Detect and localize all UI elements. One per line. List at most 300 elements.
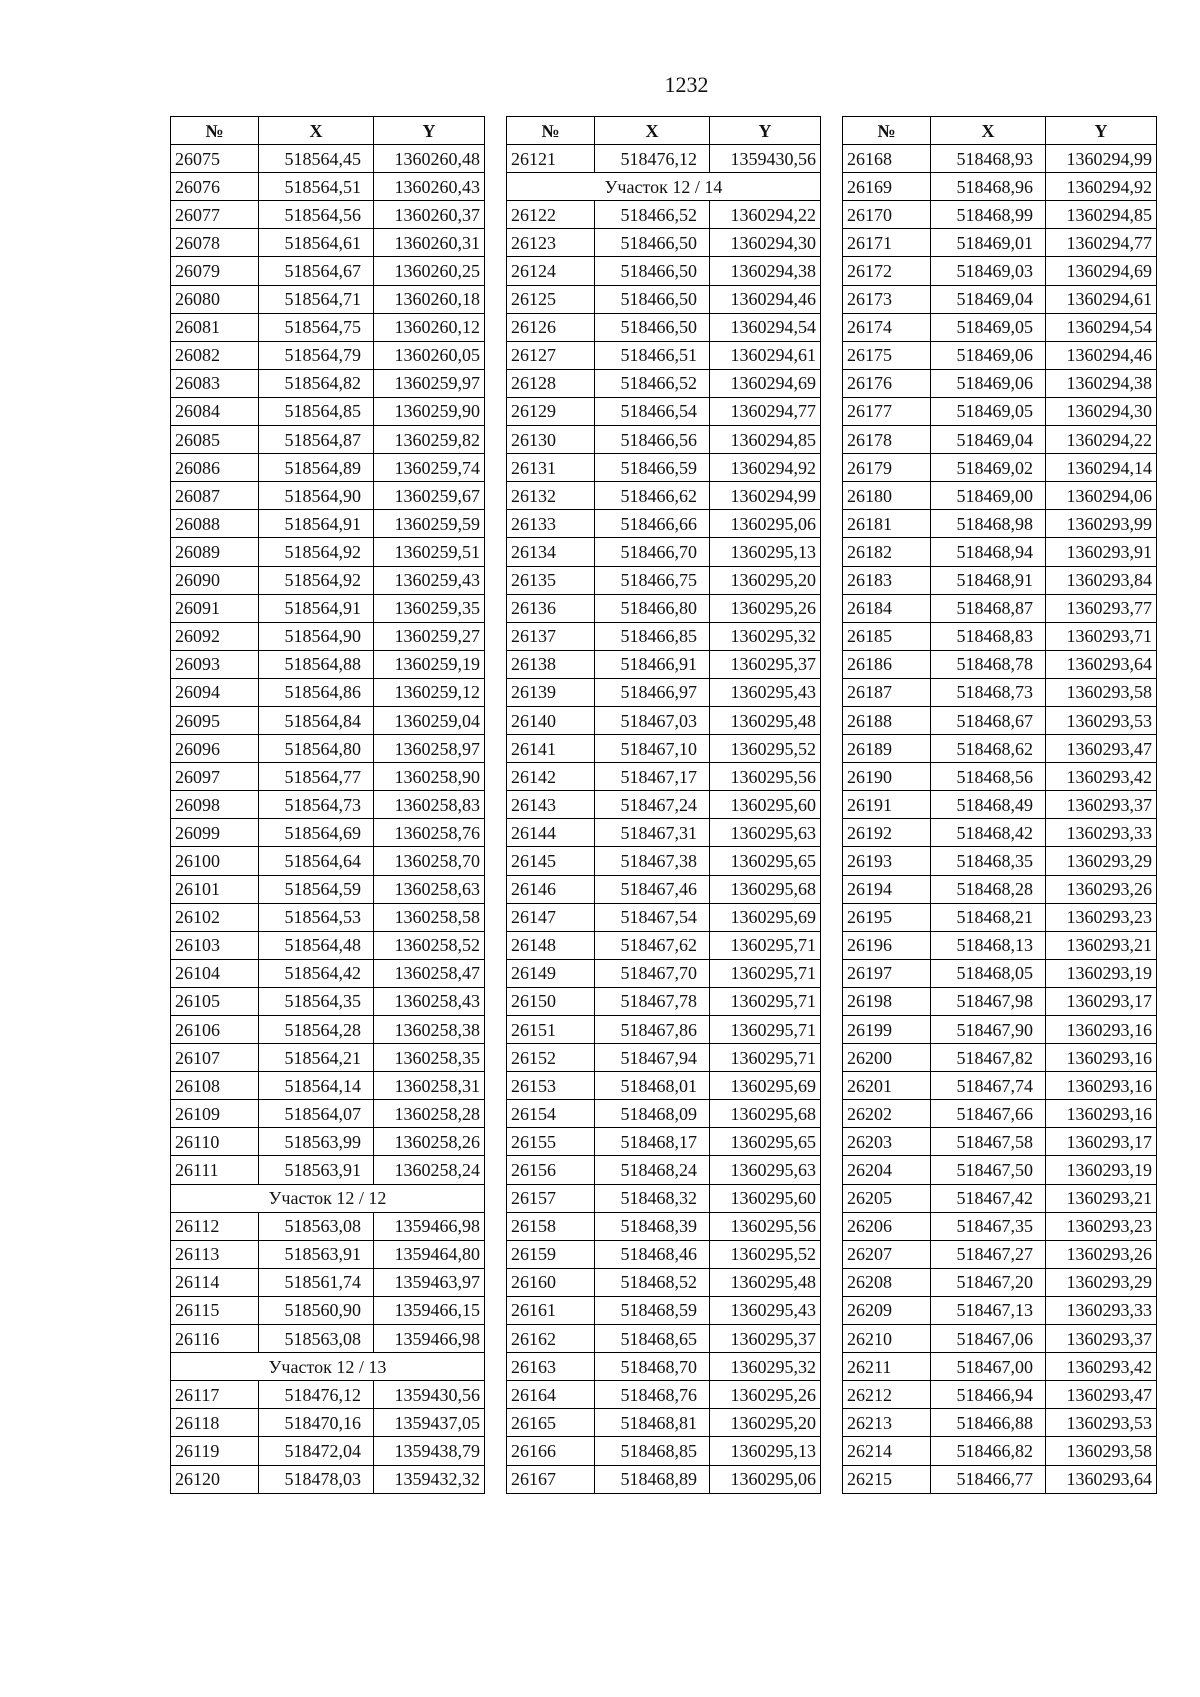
point-number: 26136 [507, 594, 595, 622]
point-number: 26187 [843, 678, 931, 706]
y-coordinate: 1359464,80 [374, 1240, 485, 1268]
point-number: 26096 [171, 735, 259, 763]
x-coordinate: 518469,01 [931, 229, 1046, 257]
table-row [171, 1381, 485, 1409]
table-row [507, 1072, 821, 1100]
x-coordinate: 518467,20 [931, 1268, 1046, 1296]
y-coordinate: 1360258,63 [374, 875, 485, 903]
point-number: 26168 [843, 145, 931, 173]
x-coordinate: 518472,04 [259, 1437, 374, 1465]
point-number: 26184 [843, 594, 931, 622]
point-number: 26170 [843, 201, 931, 229]
y-coordinate: 1360293,64 [1046, 1465, 1157, 1493]
x-coordinate: 518468,32 [595, 1184, 710, 1212]
point-number: 26156 [507, 1156, 595, 1184]
y-coordinate: 1360293,42 [1046, 1353, 1157, 1381]
table-row [171, 1212, 485, 1240]
x-coordinate: 518466,50 [595, 229, 710, 257]
y-coordinate: 1360295,69 [710, 1072, 821, 1100]
table-row [171, 566, 485, 594]
x-coordinate: 518466,52 [595, 201, 710, 229]
x-coordinate: 518468,70 [595, 1353, 710, 1381]
table-row [843, 341, 1157, 369]
table-row [843, 1156, 1157, 1184]
x-coordinate: 518467,78 [595, 987, 710, 1015]
y-coordinate: 1360293,33 [1046, 819, 1157, 847]
y-coordinate: 1360295,06 [710, 510, 821, 538]
table-row [507, 847, 821, 875]
table-row [171, 1240, 485, 1268]
point-number: 26177 [843, 397, 931, 425]
table-row [843, 678, 1157, 706]
x-coordinate: 518564,84 [259, 706, 374, 734]
y-coordinate: 1360293,16 [1046, 1072, 1157, 1100]
table-row [507, 1409, 821, 1437]
table-row [843, 987, 1157, 1015]
point-number: 26116 [171, 1325, 259, 1353]
x-coordinate: 518466,77 [931, 1465, 1046, 1493]
table-row [507, 959, 821, 987]
point-number: 26110 [171, 1128, 259, 1156]
y-coordinate: 1360258,26 [374, 1128, 485, 1156]
y-coordinate: 1360259,59 [374, 510, 485, 538]
table-row [171, 959, 485, 987]
point-number: 26210 [843, 1325, 931, 1353]
point-number: 26122 [507, 201, 595, 229]
y-coordinate: 1360295,71 [710, 987, 821, 1015]
x-coordinate: 518468,78 [931, 650, 1046, 678]
x-coordinate: 518469,05 [931, 313, 1046, 341]
page-number: 1232 [664, 72, 709, 97]
y-coordinate: 1360294,22 [1046, 426, 1157, 454]
table-row [843, 1044, 1157, 1072]
point-number: 26139 [507, 678, 595, 706]
point-number: 26148 [507, 931, 595, 959]
x-coordinate: 518564,64 [259, 847, 374, 875]
table-row [507, 1325, 821, 1353]
x-coordinate: 518467,35 [931, 1212, 1046, 1240]
x-coordinate: 518564,59 [259, 875, 374, 903]
x-coordinate: 518467,13 [931, 1296, 1046, 1324]
table-row [171, 229, 485, 257]
y-coordinate: 1360258,31 [374, 1072, 485, 1100]
point-number: 26076 [171, 173, 259, 201]
y-coordinate: 1360295,71 [710, 931, 821, 959]
point-number: 26093 [171, 650, 259, 678]
point-number: 26084 [171, 397, 259, 425]
table-row [171, 510, 485, 538]
y-coordinate: 1360294,06 [1046, 482, 1157, 510]
point-number: 26104 [171, 959, 259, 987]
x-coordinate: 518468,94 [931, 538, 1046, 566]
y-coordinate: 1360295,37 [710, 650, 821, 678]
point-number: 26082 [171, 341, 259, 369]
point-number: 26092 [171, 622, 259, 650]
table-row [507, 1184, 821, 1212]
point-number: 26108 [171, 1072, 259, 1100]
y-coordinate: 1360295,60 [710, 791, 821, 819]
x-coordinate: 518466,59 [595, 454, 710, 482]
point-number: 26160 [507, 1268, 595, 1296]
y-coordinate: 1360260,43 [374, 173, 485, 201]
point-number: 26159 [507, 1240, 595, 1268]
table-row [843, 201, 1157, 229]
table-row [171, 1296, 485, 1324]
x-coordinate: 518468,85 [595, 1437, 710, 1465]
table-row [507, 1437, 821, 1465]
table-row [507, 285, 821, 313]
x-coordinate: 518467,70 [595, 959, 710, 987]
y-coordinate: 1360293,16 [1046, 1044, 1157, 1072]
x-coordinate: 518468,28 [931, 875, 1046, 903]
x-coordinate: 518563,99 [259, 1128, 374, 1156]
section-label: Участок 12 / 14 [507, 173, 821, 201]
table-row [843, 313, 1157, 341]
y-coordinate: 1360293,26 [1046, 875, 1157, 903]
x-coordinate: 518564,53 [259, 903, 374, 931]
x-coordinate: 518469,04 [931, 285, 1046, 313]
x-coordinate: 518469,00 [931, 482, 1046, 510]
x-coordinate: 518564,86 [259, 678, 374, 706]
x-coordinate: 518468,87 [931, 594, 1046, 622]
x-coordinate: 518564,87 [259, 426, 374, 454]
point-number: 26165 [507, 1409, 595, 1437]
point-number: 26112 [171, 1212, 259, 1240]
point-number: 26115 [171, 1296, 259, 1324]
x-coordinate: 518561,74 [259, 1268, 374, 1296]
table-header-row [507, 117, 821, 145]
y-coordinate: 1360294,30 [710, 229, 821, 257]
x-coordinate: 518467,90 [931, 1016, 1046, 1044]
table-row [843, 735, 1157, 763]
table-row [843, 482, 1157, 510]
point-number: 26130 [507, 426, 595, 454]
y-coordinate: 1360258,28 [374, 1100, 485, 1128]
table-row [171, 145, 485, 173]
table-row [843, 650, 1157, 678]
y-coordinate: 1360295,71 [710, 1044, 821, 1072]
y-coordinate: 1360295,26 [710, 594, 821, 622]
x-coordinate: 518560,90 [259, 1296, 374, 1324]
point-number: 26129 [507, 397, 595, 425]
point-number: 26142 [507, 763, 595, 791]
point-number: 26200 [843, 1044, 931, 1072]
table-row [507, 538, 821, 566]
y-coordinate: 1360293,19 [1046, 959, 1157, 987]
y-coordinate: 1359466,15 [374, 1296, 485, 1324]
x-coordinate: 518466,52 [595, 369, 710, 397]
point-number: 26103 [171, 931, 259, 959]
point-number: 26158 [507, 1212, 595, 1240]
y-coordinate: 1360259,90 [374, 397, 485, 425]
point-number: 26144 [507, 819, 595, 847]
table-row [843, 622, 1157, 650]
table-row [171, 1156, 485, 1184]
x-coordinate: 518468,76 [595, 1381, 710, 1409]
header-y: Y [1046, 117, 1157, 145]
x-coordinate: 518467,46 [595, 875, 710, 903]
x-coordinate: 518564,90 [259, 622, 374, 650]
x-coordinate: 518468,81 [595, 1409, 710, 1437]
y-coordinate: 1360294,69 [710, 369, 821, 397]
table-row [171, 1465, 485, 1493]
table-row [171, 1044, 485, 1072]
point-number: 26202 [843, 1100, 931, 1128]
coordinate-tables [170, 116, 1157, 1494]
y-coordinate: 1360293,91 [1046, 538, 1157, 566]
point-number: 26100 [171, 847, 259, 875]
point-number: 26183 [843, 566, 931, 594]
x-coordinate: 518564,79 [259, 341, 374, 369]
section-row [507, 173, 821, 201]
coordinate-table-2 [506, 116, 821, 1494]
x-coordinate: 518468,91 [931, 566, 1046, 594]
table-row [171, 819, 485, 847]
point-number: 26106 [171, 1016, 259, 1044]
point-number: 26095 [171, 706, 259, 734]
table-row [843, 510, 1157, 538]
table-row [171, 735, 485, 763]
table-row [843, 959, 1157, 987]
table-row [171, 1325, 485, 1353]
point-number: 26099 [171, 819, 259, 847]
y-coordinate: 1360295,71 [710, 959, 821, 987]
y-coordinate: 1360295,13 [710, 538, 821, 566]
table-row [507, 482, 821, 510]
x-coordinate: 518468,49 [931, 791, 1046, 819]
point-number: 26146 [507, 875, 595, 903]
table-row [843, 1465, 1157, 1493]
y-coordinate: 1359437,05 [374, 1409, 485, 1437]
point-number: 26134 [507, 538, 595, 566]
y-coordinate: 1360259,82 [374, 426, 485, 454]
y-coordinate: 1360295,13 [710, 1437, 821, 1465]
table-row [843, 1016, 1157, 1044]
y-coordinate: 1360294,69 [1046, 257, 1157, 285]
point-number: 26214 [843, 1437, 931, 1465]
x-coordinate: 518468,73 [931, 678, 1046, 706]
x-coordinate: 518564,61 [259, 229, 374, 257]
x-coordinate: 518467,66 [931, 1100, 1046, 1128]
point-number: 26189 [843, 735, 931, 763]
y-coordinate: 1360260,18 [374, 285, 485, 313]
table-row [507, 201, 821, 229]
table-row [507, 1128, 821, 1156]
point-number: 26191 [843, 791, 931, 819]
x-coordinate: 518564,80 [259, 735, 374, 763]
x-coordinate: 518563,91 [259, 1156, 374, 1184]
coordinate-table-3 [842, 116, 1157, 1494]
y-coordinate: 1360294,46 [1046, 341, 1157, 369]
y-coordinate: 1360295,20 [710, 1409, 821, 1437]
y-coordinate: 1360258,38 [374, 1016, 485, 1044]
point-number: 26155 [507, 1128, 595, 1156]
x-coordinate: 518466,82 [931, 1437, 1046, 1465]
table-row [171, 791, 485, 819]
x-coordinate: 518466,66 [595, 510, 710, 538]
table-row [843, 1437, 1157, 1465]
point-number: 26190 [843, 763, 931, 791]
x-coordinate: 518466,85 [595, 622, 710, 650]
table-row [843, 1072, 1157, 1100]
y-coordinate: 1360293,84 [1046, 566, 1157, 594]
point-number: 26131 [507, 454, 595, 482]
point-number: 26207 [843, 1240, 931, 1268]
table-row [843, 594, 1157, 622]
y-coordinate: 1360295,52 [710, 735, 821, 763]
x-coordinate: 518467,50 [931, 1156, 1046, 1184]
table-row [171, 285, 485, 313]
y-coordinate: 1360259,19 [374, 650, 485, 678]
table-row [171, 341, 485, 369]
y-coordinate: 1360295,56 [710, 763, 821, 791]
y-coordinate: 1360294,85 [710, 426, 821, 454]
point-number: 26152 [507, 1044, 595, 1072]
y-coordinate: 1360258,76 [374, 819, 485, 847]
x-coordinate: 518466,75 [595, 566, 710, 594]
y-coordinate: 1360294,85 [1046, 201, 1157, 229]
y-coordinate: 1360293,37 [1046, 1325, 1157, 1353]
y-coordinate: 1360295,32 [710, 1353, 821, 1381]
y-coordinate: 1360295,43 [710, 1296, 821, 1324]
table-row [843, 454, 1157, 482]
point-number: 26204 [843, 1156, 931, 1184]
x-coordinate: 518468,42 [931, 819, 1046, 847]
x-coordinate: 518467,86 [595, 1016, 710, 1044]
y-coordinate: 1360258,58 [374, 903, 485, 931]
table-row [507, 566, 821, 594]
table-row [843, 763, 1157, 791]
x-coordinate: 518467,17 [595, 763, 710, 791]
x-coordinate: 518467,03 [595, 706, 710, 734]
point-number: 26081 [171, 313, 259, 341]
point-number: 26164 [507, 1381, 595, 1409]
x-coordinate: 518466,54 [595, 397, 710, 425]
header-number: № [843, 117, 931, 145]
point-number: 26079 [171, 257, 259, 285]
point-number: 26111 [171, 1156, 259, 1184]
y-coordinate: 1360294,54 [1046, 313, 1157, 341]
table-row [171, 369, 485, 397]
header-x: X [259, 117, 374, 145]
y-coordinate: 1360295,52 [710, 1240, 821, 1268]
y-coordinate: 1360294,54 [710, 313, 821, 341]
header-x: X [931, 117, 1046, 145]
y-coordinate: 1360295,69 [710, 903, 821, 931]
point-number: 26086 [171, 454, 259, 482]
y-coordinate: 1360294,92 [1046, 173, 1157, 201]
point-number: 26172 [843, 257, 931, 285]
table-row [507, 397, 821, 425]
point-number: 26182 [843, 538, 931, 566]
x-coordinate: 518468,24 [595, 1156, 710, 1184]
point-number: 26173 [843, 285, 931, 313]
y-coordinate: 1359466,98 [374, 1212, 485, 1240]
x-coordinate: 518564,92 [259, 566, 374, 594]
x-coordinate: 518564,71 [259, 285, 374, 313]
y-coordinate: 1360260,25 [374, 257, 485, 285]
y-coordinate: 1360293,99 [1046, 510, 1157, 538]
y-coordinate: 1360295,71 [710, 1016, 821, 1044]
y-coordinate: 1360295,68 [710, 1100, 821, 1128]
table-row [171, 931, 485, 959]
x-coordinate: 518563,08 [259, 1325, 374, 1353]
y-coordinate: 1360259,51 [374, 538, 485, 566]
table-row [171, 763, 485, 791]
x-coordinate: 518476,12 [259, 1381, 374, 1409]
y-coordinate: 1360293,58 [1046, 678, 1157, 706]
y-coordinate: 1360294,46 [710, 285, 821, 313]
point-number: 26094 [171, 678, 259, 706]
section-label: Участок 12 / 12 [171, 1184, 485, 1212]
x-coordinate: 518564,42 [259, 959, 374, 987]
y-coordinate: 1360293,26 [1046, 1240, 1157, 1268]
x-coordinate: 518468,62 [931, 735, 1046, 763]
x-coordinate: 518467,00 [931, 1353, 1046, 1381]
y-coordinate: 1360258,83 [374, 791, 485, 819]
table-row [171, 482, 485, 510]
x-coordinate: 518468,99 [931, 201, 1046, 229]
point-number: 26107 [171, 1044, 259, 1072]
x-coordinate: 518466,88 [931, 1409, 1046, 1437]
point-number: 26083 [171, 369, 259, 397]
y-coordinate: 1360258,90 [374, 763, 485, 791]
point-number: 26141 [507, 735, 595, 763]
table-row [507, 1268, 821, 1296]
y-coordinate: 1360294,99 [1046, 145, 1157, 173]
y-coordinate: 1360293,77 [1046, 594, 1157, 622]
table-row [171, 650, 485, 678]
point-number: 26143 [507, 791, 595, 819]
y-coordinate: 1360260,12 [374, 313, 485, 341]
point-number: 26153 [507, 1072, 595, 1100]
table-row [843, 566, 1157, 594]
y-coordinate: 1359430,56 [374, 1381, 485, 1409]
y-coordinate: 1360293,53 [1046, 706, 1157, 734]
point-number: 26179 [843, 454, 931, 482]
y-coordinate: 1360293,23 [1046, 903, 1157, 931]
y-coordinate: 1360293,16 [1046, 1016, 1157, 1044]
x-coordinate: 518476,12 [595, 145, 710, 173]
x-coordinate: 518467,27 [931, 1240, 1046, 1268]
x-coordinate: 518469,02 [931, 454, 1046, 482]
table-row [171, 847, 485, 875]
point-number: 26091 [171, 594, 259, 622]
y-coordinate: 1360293,47 [1046, 1381, 1157, 1409]
y-coordinate: 1360293,47 [1046, 735, 1157, 763]
point-number: 26163 [507, 1353, 595, 1381]
x-coordinate: 518468,59 [595, 1296, 710, 1324]
point-number: 26151 [507, 1016, 595, 1044]
y-coordinate: 1360294,14 [1046, 454, 1157, 482]
table-row [171, 1072, 485, 1100]
point-number: 26147 [507, 903, 595, 931]
table-row [507, 454, 821, 482]
table-row [843, 819, 1157, 847]
point-number: 26181 [843, 510, 931, 538]
point-number: 26128 [507, 369, 595, 397]
y-coordinate: 1360294,77 [710, 397, 821, 425]
y-coordinate: 1360294,61 [1046, 285, 1157, 313]
table-row [843, 173, 1157, 201]
x-coordinate: 518564,75 [259, 313, 374, 341]
table-row [171, 201, 485, 229]
table-row [171, 1128, 485, 1156]
x-coordinate: 518468,17 [595, 1128, 710, 1156]
table-row [171, 903, 485, 931]
y-coordinate: 1360293,19 [1046, 1156, 1157, 1184]
x-coordinate: 518564,73 [259, 791, 374, 819]
